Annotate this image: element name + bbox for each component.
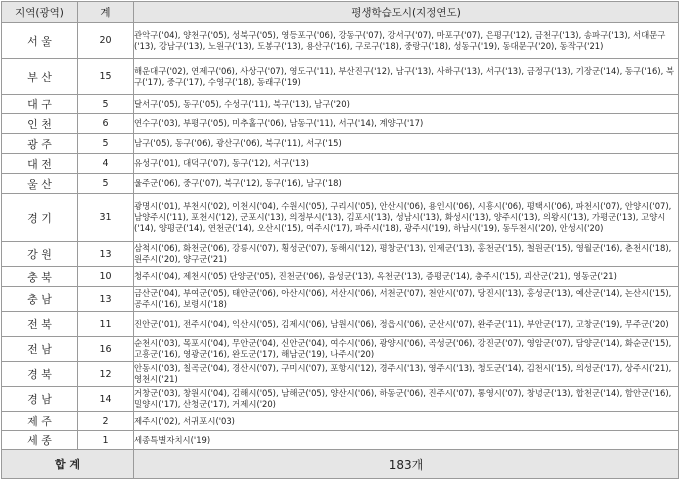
count-cell: 14 — [78, 387, 134, 412]
header-cities: 평생학습도시(지정연도) — [134, 2, 679, 23]
cities-cell: 광명시('01), 부천시('02), 이천시('04), 수원시('05), 구리시('05), 안산시('06), 용인시('06), 시흥시('06), 평택시('06), 파천시('07), 안양시('07), 남양주시('11), 포천시('12), 군포시('13), 의정부시('13), 김포시('13), 성남시('13), 화성시('13), 양주시('13), 의왕시('13), 가평군('13), 고양시('14), 양평군('14), 연천군('14), 오산시('15), 여주시('17), 파주시('18), 광주시('19), 하남시('19), 동두천시('20), 안성시('20) — [134, 194, 679, 242]
region-cell: 강 원 — [2, 242, 78, 267]
cities-cell: 남구('05), 동구('06), 광산구('06), 북구('11), 서구('15) — [134, 134, 679, 154]
count-cell: 1 — [78, 431, 134, 450]
count-cell: 15 — [78, 59, 134, 95]
region-cell: 인 천 — [2, 114, 78, 134]
count-cell: 12 — [78, 362, 134, 387]
count-cell: 11 — [78, 312, 134, 337]
table-row — [2, 387, 679, 412]
cities-cell: 제주시('02), 서귀포시('03) — [134, 412, 679, 431]
region-cell: 세 종 — [2, 431, 78, 450]
region-cell: 충 남 — [2, 287, 78, 312]
table-row — [2, 431, 679, 450]
cities-cell: 진안군('01), 전주시('04), 익산시('05), 김제시('06), 남원시('06), 정읍시('06), 군산시('07), 완주군('11), 부안군('17), 고창군('19), 무주군('20) — [134, 312, 679, 337]
count-cell: 20 — [78, 23, 134, 59]
cities-cell: 관악구('04), 양천구('05), 성북구('05), 영등포구('06), 강동구('07), 강서구('07), 마포구('07), 은평구('12), 금천구('13), 송파구('13), 서대문구('13), 강남구('13), 노원구('13), 도봉구('13), 용산구('16), 구로구('18), 중랑구('18), 성동구('19), 동대문구('20), 동작구('21) — [134, 23, 679, 59]
region-cell: 제 주 — [2, 412, 78, 431]
count-cell: 31 — [78, 194, 134, 242]
cities-cell: 연수구('03), 부평구('05), 미추홀구('06), 남동구('11), 서구('14), 계양구('17) — [134, 114, 679, 134]
cities-cell: 세종특별자치시('19) — [134, 431, 679, 450]
table-row — [2, 154, 679, 174]
header-row — [2, 2, 679, 23]
count-cell: 10 — [78, 267, 134, 287]
region-cell: 경 남 — [2, 387, 78, 412]
cities-cell: 거창군('03), 창원시('04), 김해시('05), 남해군('05), 양산시('06), 하동군('06), 진주시('07), 통영시('07), 창녕군('13), 합천군('14), 함안군('16), 밀양시('17), 산청군('17), 거제시('20) — [134, 387, 679, 412]
region-cell: 울 산 — [2, 174, 78, 194]
table-row — [2, 267, 679, 287]
table-row — [2, 23, 679, 59]
region-cell: 광 주 — [2, 134, 78, 154]
region-cell: 서 울 — [2, 23, 78, 59]
total-value: 183개 — [134, 450, 679, 479]
count-cell: 5 — [78, 134, 134, 154]
header-count: 계 — [78, 2, 134, 23]
cities-cell: 유성구('01), 대덕구('07), 동구('12), 서구('13) — [134, 154, 679, 174]
header-region: 지역(광역) — [2, 2, 78, 23]
table-row — [2, 362, 679, 387]
region-cell: 경 기 — [2, 194, 78, 242]
count-cell: 16 — [78, 337, 134, 362]
table-row — [2, 174, 679, 194]
region-cell: 충 북 — [2, 267, 78, 287]
cities-cell: 금산군('04), 부여군('05), 태안군('06), 아산시('06), 서산시('06), 서천군('07), 천안시('07), 당진시('13), 홍성군('13), 예산군('14), 논산시('15), 공주시('16), 보령시('18) — [134, 287, 679, 312]
region-cell: 대 전 — [2, 154, 78, 174]
table-row — [2, 242, 679, 267]
cities-cell: 안동시('03), 칠곡군('04), 경산시('07), 구미시('07), 포항시('12), 경주시('13), 영주시('13), 청도군('14), 김천시('15), 의성군('17), 상주시('21), 영천시('21) — [134, 362, 679, 387]
table-row — [2, 134, 679, 154]
table-row — [2, 312, 679, 337]
table-row — [2, 114, 679, 134]
region-cell: 전 북 — [2, 312, 78, 337]
count-cell: 4 — [78, 154, 134, 174]
region-cell: 경 북 — [2, 362, 78, 387]
cities-cell: 달서구('05), 동구('05), 수성구('11), 북구('13), 남구('20) — [134, 95, 679, 114]
cities-cell: 청주시('04), 제천시('05) 단양군('05), 진천군('06), 음성군('13), 옥천군('13), 증평군('14), 충주시('15), 괴산군('21), 영동군('21) — [134, 267, 679, 287]
count-cell: 6 — [78, 114, 134, 134]
total-row — [2, 450, 679, 479]
table-row — [2, 95, 679, 114]
cities-cell: 해운대구('02), 연제구('06), 사상구('07), 영도구('11), 부산진구('12), 남구('13), 사하구('13), 서구('13), 금정구('13), 기장군('14), 동구('16), 북구('17), 중구('17), 수영구('18), 동래구('19) — [134, 59, 679, 95]
count-cell: 5 — [78, 174, 134, 194]
cities-cell: 울주군('06), 중구('07), 북구('12), 동구('16), 남구('18) — [134, 174, 679, 194]
table-row — [2, 287, 679, 312]
table-row — [2, 194, 679, 242]
cities-cell: 순천시('03), 목포시('04), 무안군('04), 신안군('04), 여수시('06), 광양시('06), 곡성군('06), 강진군('07), 영암군('07), 담양군('14), 화순군('15), 고흥군('16), 영광군('16), 완도군('17), 해남군('19), 나주시('20) — [134, 337, 679, 362]
count-cell: 2 — [78, 412, 134, 431]
count-cell: 13 — [78, 287, 134, 312]
region-cell: 부 산 — [2, 59, 78, 95]
total-label: 합 계 — [2, 450, 134, 479]
region-cell: 전 남 — [2, 337, 78, 362]
count-cell: 5 — [78, 95, 134, 114]
region-cell: 대 구 — [2, 95, 78, 114]
table-row — [2, 412, 679, 431]
count-cell: 13 — [78, 242, 134, 267]
table-row — [2, 59, 679, 95]
table-row — [2, 337, 679, 362]
cities-cell: 삼척시('06), 화천군('06), 강릉시('07), 횡성군('07), 동해시('12), 평창군('13), 인제군('13), 홍천군('15), 철원군('15), 영월군('16), 춘천시('18), 원주시('20), 양구군('21) — [134, 242, 679, 267]
lifelong-learning-city-table — [1, 1, 679, 479]
